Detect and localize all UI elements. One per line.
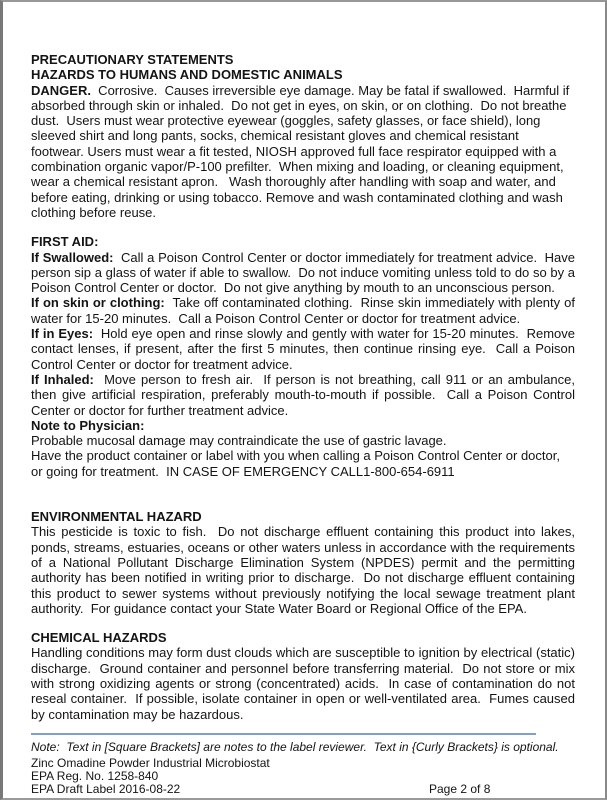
if-skin-text: Take off contaminated clothing. Rinse skin immediately with plenty of water for 15-20 minutes. Call a Poison Control Center or doctor for treatment advice. [31, 295, 579, 326]
if-inhaled-lead: If Inhaled: [31, 371, 94, 387]
footer-divider-rule [31, 733, 536, 735]
if-skin-lead: If on skin or clothing: [31, 295, 165, 311]
epa-reg-number: EPA Reg. No. 1258-840 [31, 769, 159, 784]
if-swallowed-paragraph [31, 249, 579, 296]
chemical-hazards-section [31, 630, 579, 722]
danger-text: Corrosive. Causes irreversible eye damage. May be fatal if swallowed. Harmful if absorbed through skin or inhaled. Do not get in eyes, on skin, or on clothing. Do not breathe dust. Users must wear protective eyewear (goggles, safety glasses, or face shield), long sleeved shirt and long pants, socks, chemical resistant gloves and chemical resistant footwear. Users must wear a fit tested, NIOSH approved full face respirator equipped with a combination organic vapor/P-100 prefilter. When mixing and loading, or cleaning equipment, wear a chemical resistant apron. Wash thoroughly after handling with soap and water, and before eating, drinking or using tobacco. Remove and wash contaminated clothing and wash clothing before reuse. [31, 82, 573, 220]
if-eyes-lead: If in Eyes: [31, 326, 94, 342]
product-name: Zinc Omadine Powder Industrial Microbiostat [31, 756, 270, 771]
if-eyes-paragraph [31, 326, 579, 372]
chemical-hazards-heading: CHEMICAL HAZARDS [31, 630, 167, 646]
environmental-hazard-paragraph: This pesticide is toxic to fish. Do not discharge effluent containing this product into lakes, ponds, streams, estuaries, oceans or other waters unless in accordance with the requirements of a National Pollutant Discharge Elimination System (NPDES) permit and the permitting authority has been notified in writing prior to discharge. Do not discharge effluent containing this product to sewer systems without previously notifying the local sewage treatment plant authority. For guidance contact your State Water Board or Regional Office of the EPA. [31, 524, 579, 616]
environmental-hazard-section [31, 509, 579, 616]
if-swallowed-lead: If Swallowed: [31, 249, 114, 265]
note-to-physician-text: Probable mucosal damage may contraindicate the use of gastric lavage. [31, 433, 447, 449]
reviewer-note: Note: Text in [Square Brackets] are notes to the label reviewer. Text in {Curly Brackets} is optional. [31, 739, 559, 754]
note-to-physician-heading: Note to Physician: [31, 417, 145, 433]
if-inhaled-text: Move person to fresh air. If person is not breathing, call 911 or an ambulance, then give artificial respiration, preferably mouth-to-mouth if possible. Call a Poison Control Center or doctor for further treatment advice. [31, 371, 579, 418]
hazards-heading: HAZARDS TO HUMANS AND DOMESTIC ANIMALS [31, 67, 343, 83]
chemical-hazards-paragraph: Handling conditions may form dust clouds which are susceptible to ignition by electrical (static) discharge. Ground container and personnel before transferring material. Do not store or mix with strong oxidizing agents or strong (concentrated) acids. In case of contamination do not reseal container. If possible, isolate container in open or well-ventilated area. Fumes caused by contamination may be hazardous. [31, 645, 579, 722]
page-footer [31, 741, 575, 797]
environmental-hazard-heading: ENVIRONMENTAL HAZARD [31, 509, 202, 525]
page-number: Page 2 of 8 [429, 782, 491, 797]
precautionary-statements-heading: PRECAUTIONARY STATEMENTS [31, 52, 234, 67]
draft-label-date: EPA Draft Label 2016-08-22 [31, 782, 181, 797]
page-content [3, 2, 605, 797]
if-eyes-text: Hold eye open and rinse slowly and gently with water for 15-20 minutes. Remove contact lenses, if present, after the first 5 minutes, then continue rinsing eye. Call a Poison Control Center or doctor for treatment advice. [31, 326, 579, 372]
if-inhaled-paragraph [31, 371, 579, 418]
if-swallowed-text: Call a Poison Control Center or doctor immediately for treatment advice. Have person sip a glass of water if able to swallow. Do not induce vomiting unless told to do so by a Poison Control Center or doctor. Do not give anything by mouth to an unconscious person. [31, 249, 579, 296]
danger-paragraph [31, 83, 575, 221]
draft-label-row [31, 783, 575, 796]
emergency-paragraph: Have the product container or label with you when calling a Poison Control Center or doctor, or going for treatment. IN CASE OF EMERGENCY CALL1-800-654-6911 [31, 448, 564, 479]
first-aid-section [31, 234, 579, 479]
danger-lead: DANGER. [31, 82, 91, 98]
first-aid-heading: FIRST AID: [31, 234, 99, 250]
if-skin-paragraph [31, 295, 579, 326]
